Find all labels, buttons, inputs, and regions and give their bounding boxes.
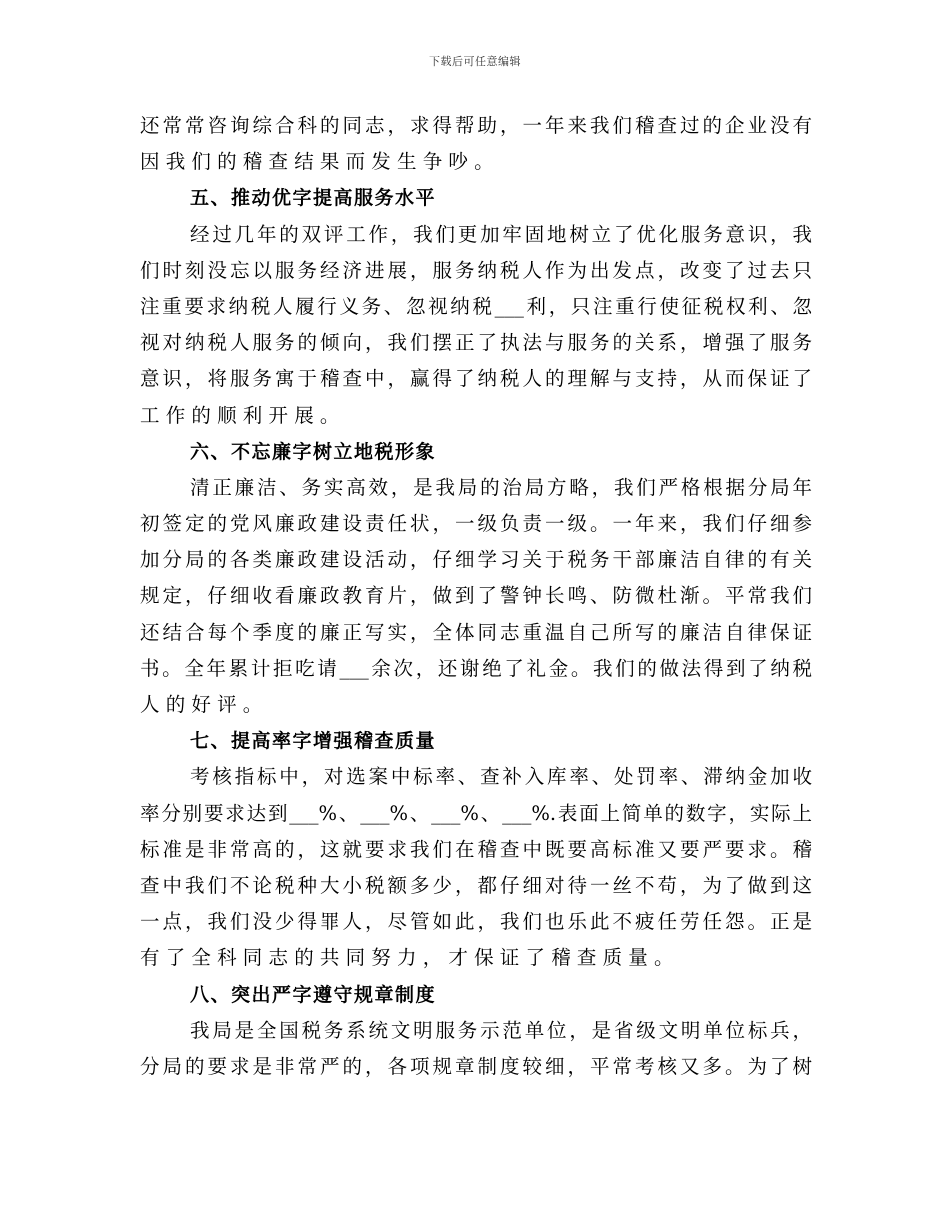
paragraph-line: 分局的要求是非常严的，各项规章制度较细，平常考核又多。为了树 bbox=[140, 1054, 812, 1078]
document-body bbox=[140, 108, 812, 1085]
paragraph-line: 查中我们不论税种大小税额多少，都仔细对待一丝不苟，为了做到这 bbox=[140, 873, 812, 897]
paragraph-line: 标准是非常高的，这就要求我们在稽查中既要高标准又要严要求。稽 bbox=[140, 837, 812, 861]
paragraph-line: 我局是全国税务系统文明服务示范单位，是省级文明单位标兵， bbox=[190, 1018, 812, 1042]
paragraph-line: 书。全年累计拒吃请___余次，还谢绝了礼金。我们的做法得到了纳税 bbox=[140, 656, 812, 680]
section-heading: 六、不忘廉字树立地税形象 bbox=[190, 440, 437, 463]
paragraph-line: 率分别要求达到___%、___%、___%、___%.表面上简单的数字，实际上 bbox=[140, 801, 812, 825]
section-heading: 七、提高率字增强稽查质量 bbox=[190, 730, 437, 753]
paragraph-line: 工作的顺利开展。 bbox=[140, 403, 346, 427]
paragraph-line: 加分局的各类廉政建设活动，仔细学习关于税务干部廉洁自律的有关 bbox=[140, 548, 812, 572]
paragraph-line: 经过几年的双评工作，我们更加牢固地树立了优化服务意识，我 bbox=[190, 222, 812, 246]
section-heading: 五、推动优字提高服务水平 bbox=[190, 187, 437, 210]
paragraph-line: 还常常咨询综合科的同志，求得帮助，一年来我们稽查过的企业没有 bbox=[140, 114, 812, 137]
paragraph-line: 们时刻没忘以服务经济进展，服务纳税人作为出发点，改变了过去只 bbox=[140, 258, 812, 282]
section-heading: 八、突出严字遵守规章制度 bbox=[190, 983, 437, 1006]
paragraph-line: 规定，仔细收看廉政教育片，做到了警钟长鸣、防微杜渐。平常我们 bbox=[140, 584, 812, 608]
paragraph-line: 视对纳税人服务的倾向，我们摆正了执法与服务的关系，增强了服务 bbox=[140, 331, 812, 355]
page-header: 下载后可任意编辑 bbox=[429, 55, 521, 68]
paragraph-line: 有了全科同志的共同努力，才保证了稽查质量。 bbox=[140, 946, 680, 970]
paragraph-line: 初签定的党风廉政建设责任状，一级负责一级。一年来，我们仔细参 bbox=[140, 512, 812, 536]
paragraph-line: 因我们的稽查结果而发生争吵。 bbox=[140, 150, 500, 174]
paragraph-line: 意识，将服务寓于稽查中，赢得了纳税人的理解与支持，从而保证了 bbox=[140, 367, 812, 391]
paragraph-line: 还结合每个季度的廉正写实，全体同志重温自己所写的廉洁自律保证 bbox=[140, 620, 812, 644]
paragraph-line: 考核指标中，对选案中标率、查补入库率、处罚率、滞纳金加收 bbox=[190, 765, 812, 789]
paragraph-line: 注重要求纳税人履行义务、忽视纳税___利，只注重行使征税权利、忽 bbox=[140, 294, 812, 318]
paragraph-line: 一点，我们没少得罪人，尽管如此，我们也乐此不疲任劳任怨。正是 bbox=[140, 910, 812, 934]
paragraph-line: 清正廉洁、务实高效，是我局的治局方略，我们严格根据分局年 bbox=[190, 475, 812, 499]
paragraph-line: 人的好评。 bbox=[140, 693, 269, 716]
